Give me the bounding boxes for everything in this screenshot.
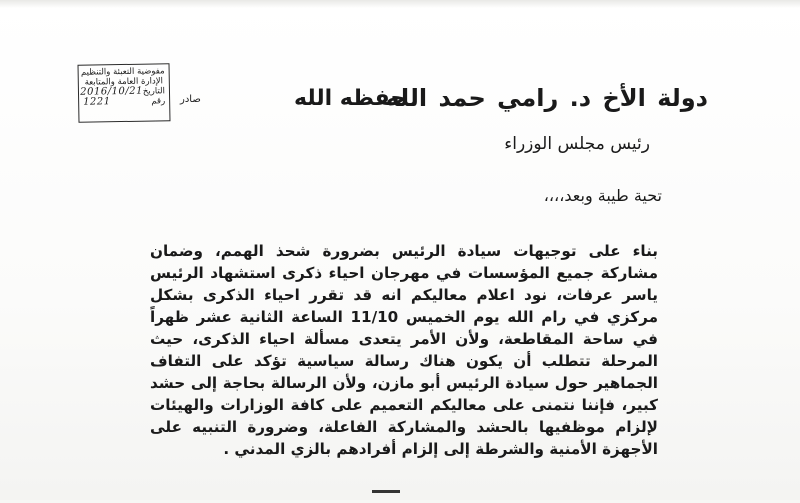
page-cutoff-mark [372,490,400,503]
letter-greeting: تحية طيبة وبعد،،،، [543,186,662,205]
stamp-number-label: رقم [151,96,166,107]
stamp-date-value: 2016/10/21 [80,85,143,98]
letter-honorific: حفظه الله [294,86,407,111]
office-stamp [78,63,171,123]
letter-body-paragraph: بناء على توجيهات سيادة الرئيس بضرورة شحذ الهمم، وضمان مشاركة جميع المؤسسات في مهرجان احياء ذكرى استشهاد الرئيس ياسر عرفات، نود اعلام معاليكم انه قد تقرر احياء الذكرى بشكل مركزي في رام الله يوم الخميس 11/10 الساعة الثانية عشر ظهراً في ساحة المقاطعة، ولأن الأمر يتعدى مسألة احياء الذكرى، حيث المرحلة تتطلب أن يكون هناك رسالة سياسية تؤكد على التفاف الجماهير حول سيادة الرئيس أبو مازن، ولأن الرسالة بحاجة إلى حشد كبير، فإننا نتمنى على معاليكم التعميم على كافة الوزارات والهيئات لإلزام موظفيها بالحشد والمشاركة الفاعلة، وضرورة التنبيه على الأجهزة الأمنية والشرطة إلى إلزام أفرادهم بالزي المدني . [150,242,658,458]
page-top-edge [0,0,800,8]
letter-addressee: دولة الأخ د. رامي حمد الله [385,84,708,112]
stamp-date-label: التاريخ [142,86,166,97]
stamp-number-row [83,96,165,107]
recipient-title: رئيس مجلس الوزراء [504,134,650,154]
stamp-office-name: مفوضية التعبئة والتنظيم [80,66,165,78]
stamp-number-value: 1221 [83,96,111,108]
stamp-outgoing-label: صادر [180,94,201,105]
letter-body [150,240,658,460]
stamp-department: الإدارة العامة والمتابعة [84,76,163,88]
